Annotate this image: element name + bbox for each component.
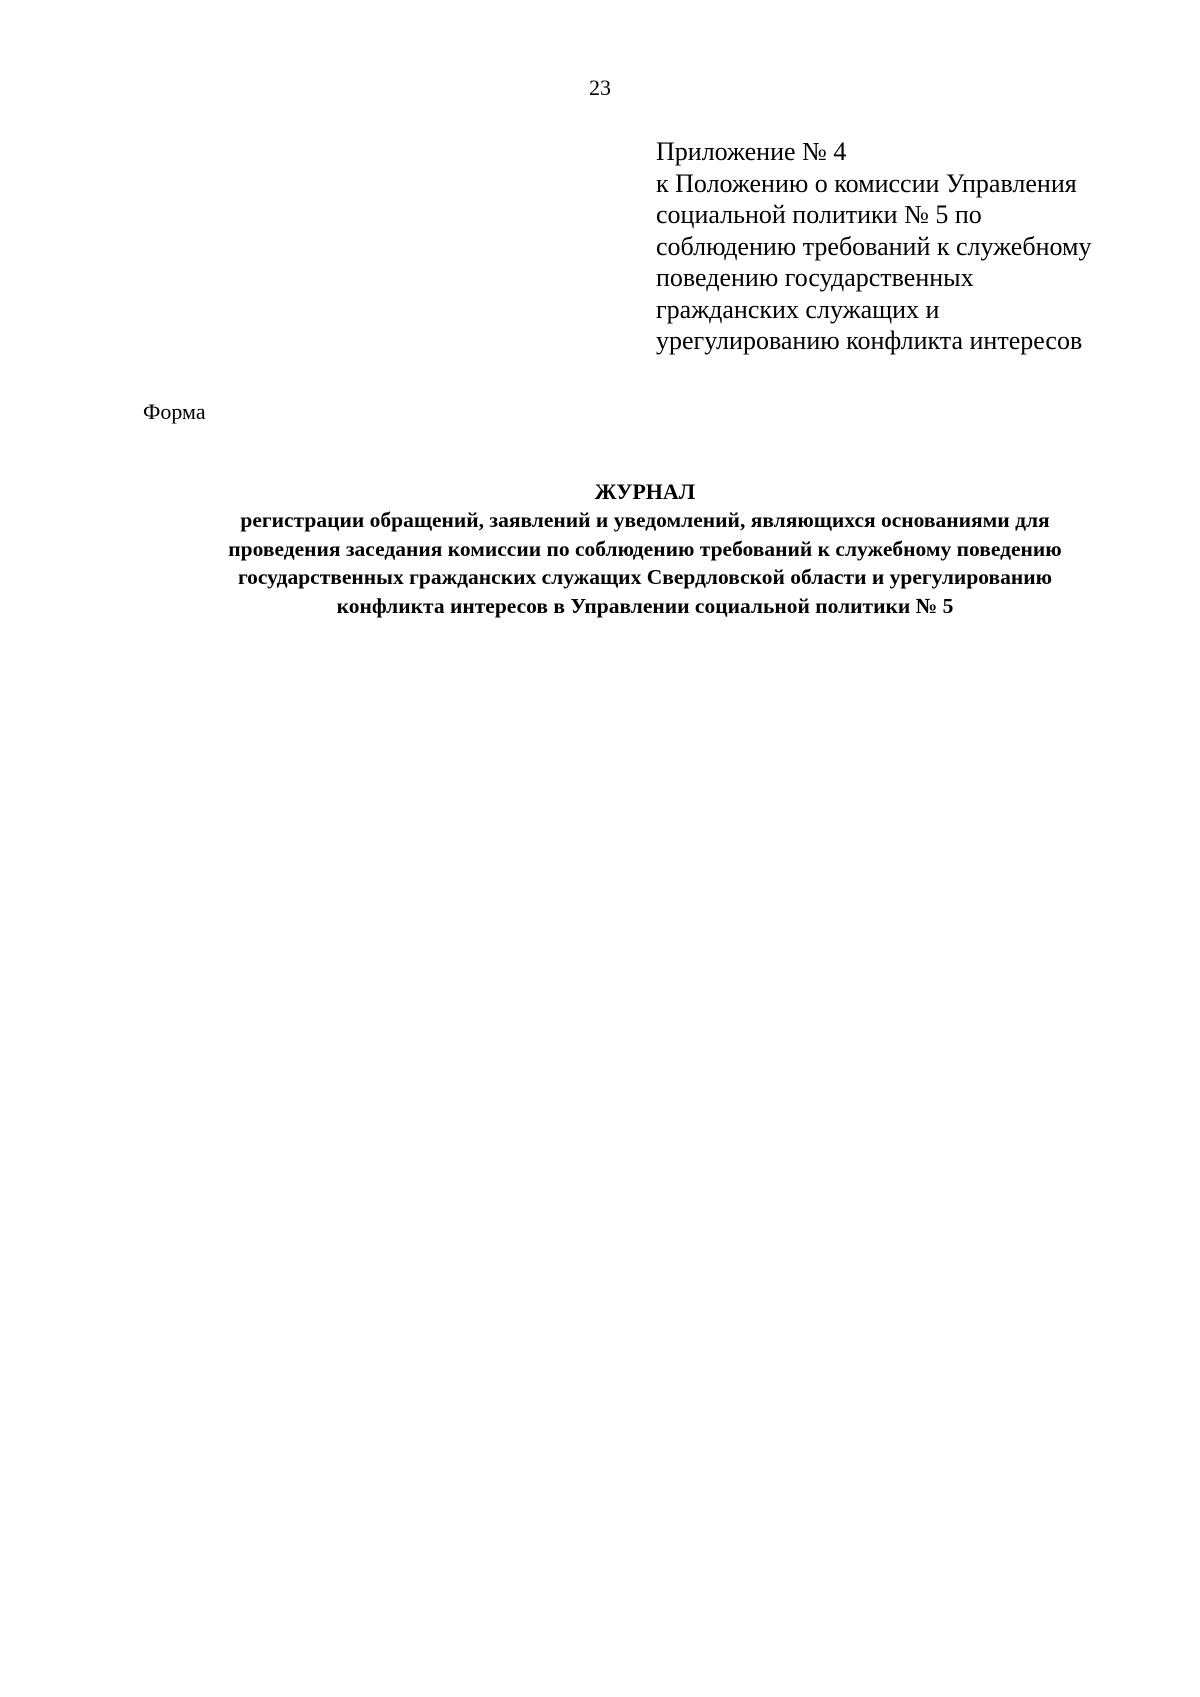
appendix-reference: [656, 136, 1176, 357]
journal-subtitle-line: проведения заседания комиссии по соблюдению требований к служебному поведению: [228, 536, 1062, 561]
journal-subtitle-line: конфликта интересов в Управлении социальной политики № 5: [336, 593, 954, 618]
appendix-title: Приложение № 4: [656, 137, 847, 166]
form-label: Форма: [143, 399, 206, 424]
appendix-line: к Положению о комиссии Управления: [656, 168, 1077, 198]
appendix-line: гражданских служащих и: [656, 294, 940, 324]
page-number: 23: [589, 75, 611, 100]
appendix-line: поведению государственных: [656, 263, 974, 292]
appendix-line: урегулированию конфликта интересов: [656, 326, 1083, 355]
appendix-line: социальной политики № 5 по: [656, 200, 982, 229]
journal-subtitle-line: регистрации обращений, заявлений и уведомлений, являющихся основаниями для: [240, 508, 1050, 532]
journal-title: ЖУРНАЛ: [594, 479, 696, 504]
journal-title-block: [140, 478, 1150, 620]
journal-subtitle-line: государственных гражданских служащих Свердловской области и урегулированию: [237, 565, 1053, 589]
appendix-line: соблюдению требований к служебному: [656, 231, 1092, 261]
